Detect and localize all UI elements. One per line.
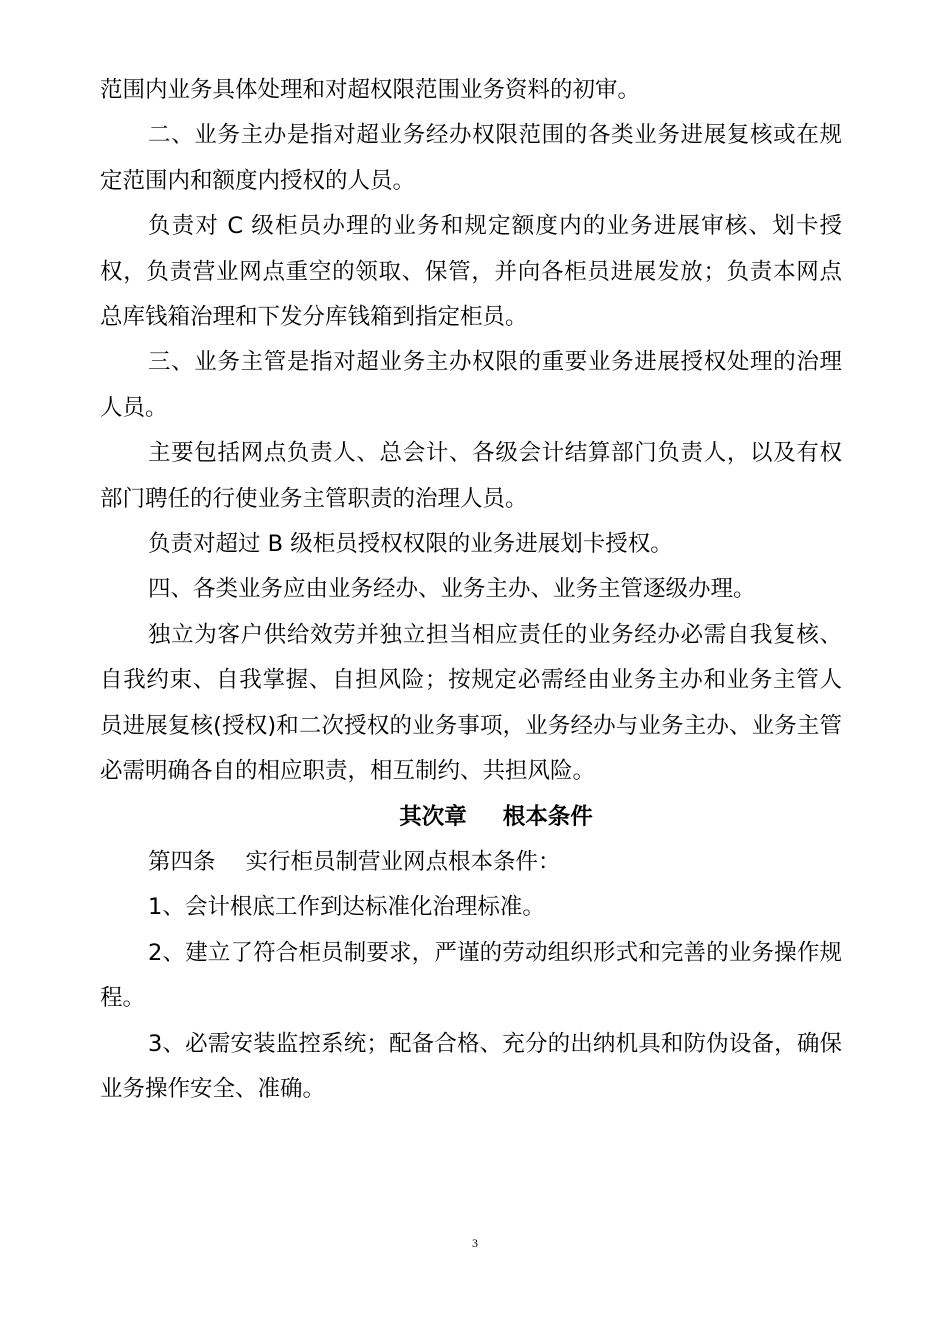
page-number: 3 [472,1236,478,1250]
paragraph-manager-scope: 主要包括网点负责人、总会计、各级会计结算部门负责人，以及有权部门聘任的行使业务主管职责的治理人员。 [100,440,842,512]
paragraph-escalation: 四、各类业务应由业务经办、业务主办、业务主管逐级办理。 [148,576,756,603]
paragraph-manager-duties: 负责对超过 B 级柜员授权权限的业务进展划卡授权。 [148,531,673,558]
paragraph-continuation: 范围内业务具体处理和对超权限范围业务资料的初审。 [100,77,641,103]
list-item: 3、必需安装监控系统；配备合格、充分的出纳机具和防伪设备，确保业务操作安全、准确。 [100,1030,842,1102]
chapter-heading [100,795,842,840]
list-item: 2、建立了符合柜员制要求，严谨的劳动组织形式和完善的业务操作规程。 [100,939,842,1012]
article-heading [100,840,842,885]
list-item: 1、会计根底工作到达标准化治理标准。 [148,894,545,921]
paragraph-responsibilities: 独立为客户供给效劳并独立担当相应责任的业务经办必需自我复核、自我约束、自我掌握、自担风险；按规定必需经由业务主办和业务主管人员进展复核(授权)和二次授权的业务事项，业务经办与业务主办、业务主管必需明确各自的相应职责，相互制约、共担风险。 [100,621,842,785]
article-number: 第四条 [148,848,216,875]
article-title: 实行柜员制营业网点根本条件： [245,848,561,875]
chapter-title: 根本条件 [502,803,593,830]
paragraph-business-supervisor: 二、业务主办是指对超业务经办权限范围的各类业务进展复核或在规定范围内和额度内授权的人员。 [100,122,842,194]
chapter-number: 其次章 [399,803,467,830]
paragraph-supervisor-duties: 负责对 C 级柜员办理的业务和规定额度内的业务进展审核、划卡授权，负责营业网点重空的领取、保管，并向各柜员进展发放；负责本网点总库钱箱治理和下发分库钱箱到指定柜员。 [100,213,842,331]
document-body [100,68,842,1112]
paragraph-business-manager: 三、业务主管是指对超业务主办权限的重要业务进展授权处理的治理人员。 [100,349,842,421]
